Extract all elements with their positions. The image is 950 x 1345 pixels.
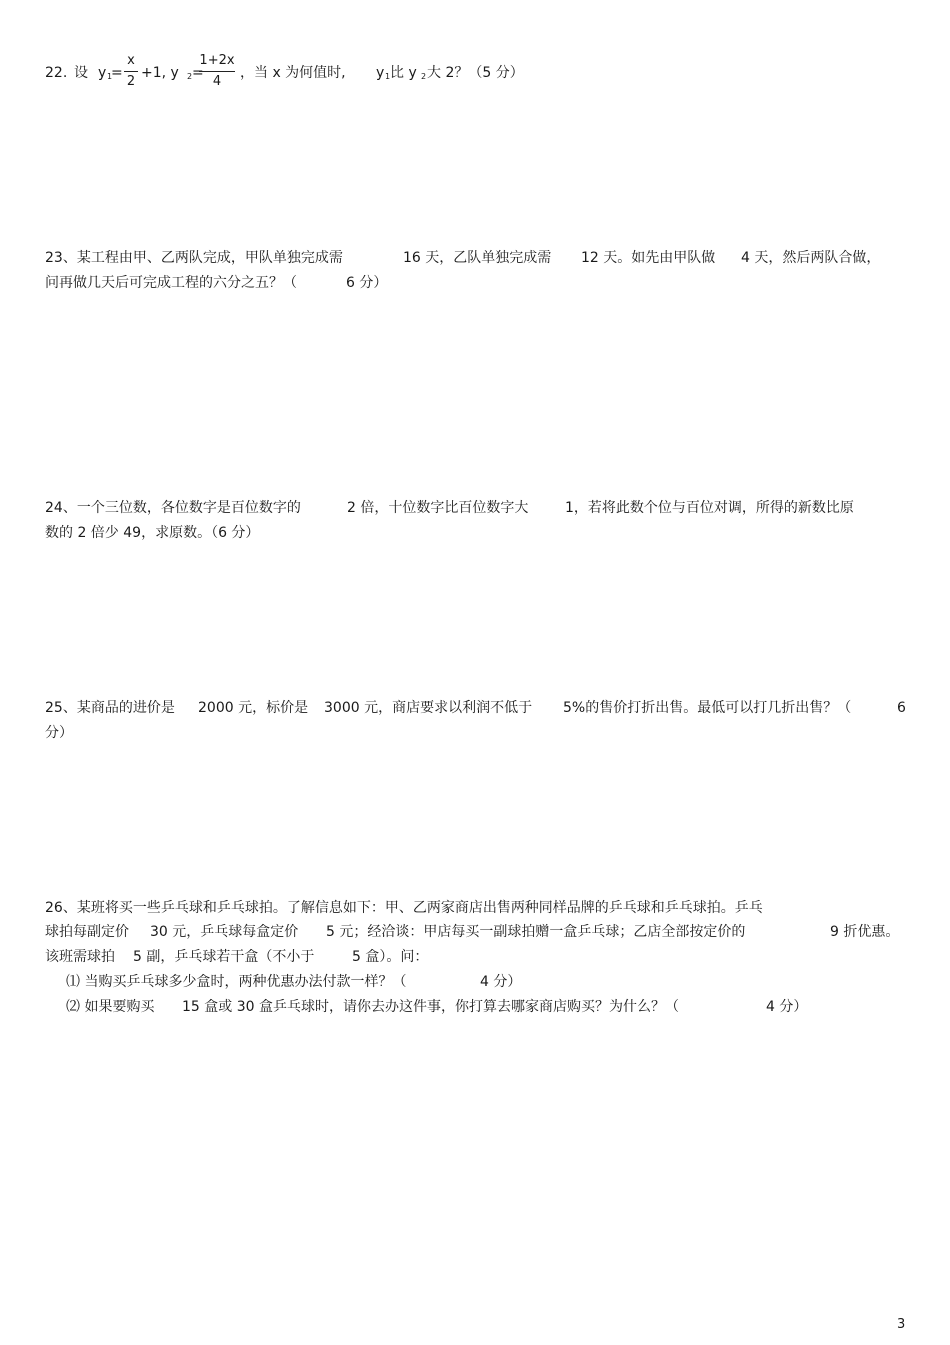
- q23-line2-a: 问再做几天后可完成工程的六分之五？（: [45, 275, 297, 291]
- q24-line1-c: 1，若将此数个位与百位对调，所得的新数比原: [565, 500, 854, 516]
- q22-y1-sub: 1: [385, 72, 391, 81]
- q25-line1-c: 3000 元，商店要求以利润不低于: [324, 700, 533, 716]
- q24-line2: 数的 2 倍少 49，求原数。（6 分）: [45, 525, 260, 541]
- q22-y2-sub: 2: [421, 72, 427, 81]
- q22-number: 22.: [45, 65, 68, 81]
- q22-frac2-bar: [199, 71, 235, 72]
- q23-line2-b: 6 分）: [346, 275, 388, 291]
- q23-line1-c: 12 天。如先由甲队做: [581, 250, 716, 266]
- q26-sub2-c: 4 分）: [766, 999, 808, 1015]
- q22-lead: 设: [74, 65, 88, 81]
- q24-line1-b: 2 倍，十位数字比百位数字大: [347, 500, 529, 516]
- q25-line1-a: 25、某商品的进价是: [45, 700, 175, 716]
- q26-line3-b: 5 副，乒乓球若干盒（不小于: [133, 949, 315, 965]
- q26-sub2-a: ⑵ 如果要购买: [66, 999, 155, 1015]
- q22-frac2-num: 1+2x: [199, 53, 235, 68]
- q26-sub1-b: 4 分）: [480, 974, 522, 990]
- q25-line1-b: 2000 元，标价是: [198, 700, 309, 716]
- q23-line1-d: 4 天，然后两队合做，: [741, 250, 881, 266]
- q22-y: y: [98, 65, 107, 81]
- q26-line2-d: 9 折优惠。: [830, 924, 900, 940]
- q25-line1-e: 6: [897, 700, 906, 716]
- q22-sub2: 2: [187, 72, 193, 81]
- q22-frac1-bar: [124, 71, 138, 72]
- q22-eq1: =: [111, 65, 123, 81]
- q22-plus: +1, y: [141, 65, 179, 81]
- q23-line1-a: 23、某工程由甲、乙两队完成，甲队单独完成需: [45, 250, 343, 266]
- q22-sub1: 1: [107, 72, 113, 81]
- q26-line3-c: 5 盒）。问：: [352, 949, 429, 965]
- q26-line2-a: 球拍每副定价: [45, 924, 129, 940]
- q24-line1-a: 24、一个三位数，各位数字是百位数字的: [45, 500, 301, 516]
- q22-y1: y: [376, 65, 385, 81]
- q22-tail: 大 2？（5 分）: [427, 65, 524, 81]
- q26-line1: 26、某班将买一些乒乓球和乒乓球拍。了解信息如下：甲、乙两家商店出售两种同样品牌的乒乓球和乒乓球拍。乒乓: [45, 900, 763, 916]
- q26-sub2-b: 15 盒或 30 盒乒乓球时，请你去办这件事，你打算去哪家商店购买？为什么？（: [182, 999, 679, 1015]
- page-number: 3: [897, 1317, 906, 1332]
- q26-line2-b: 30 元，乒乓球每盒定价: [150, 924, 299, 940]
- q22-eq2: =: [192, 65, 204, 81]
- q23-line1-b: 16 天，乙队单独完成需: [403, 250, 552, 266]
- q22-frac2-den: 4: [212, 74, 222, 89]
- q25-line1-d: 5%的售价打折出售。最低可以打几折出售？（: [563, 700, 852, 716]
- q26-line3-a: 该班需球拍: [45, 949, 115, 965]
- q25-line2: 分）: [45, 725, 73, 741]
- q26-line2-c: 5 元；经洽谈：甲店每买一副球拍赠一盒乒乓球；乙店全部按定价的: [326, 924, 746, 940]
- q26-sub1-a: ⑴ 当购买乒乓球多少盒时，两种优惠办法付款一样？（: [66, 974, 407, 990]
- q22-frac1-num: x: [127, 53, 135, 68]
- q22-frac1-den: 2: [126, 74, 136, 89]
- q22-cmp: 比 y: [390, 65, 417, 81]
- q22-mid: ，当 x 为何值时,: [240, 65, 346, 81]
